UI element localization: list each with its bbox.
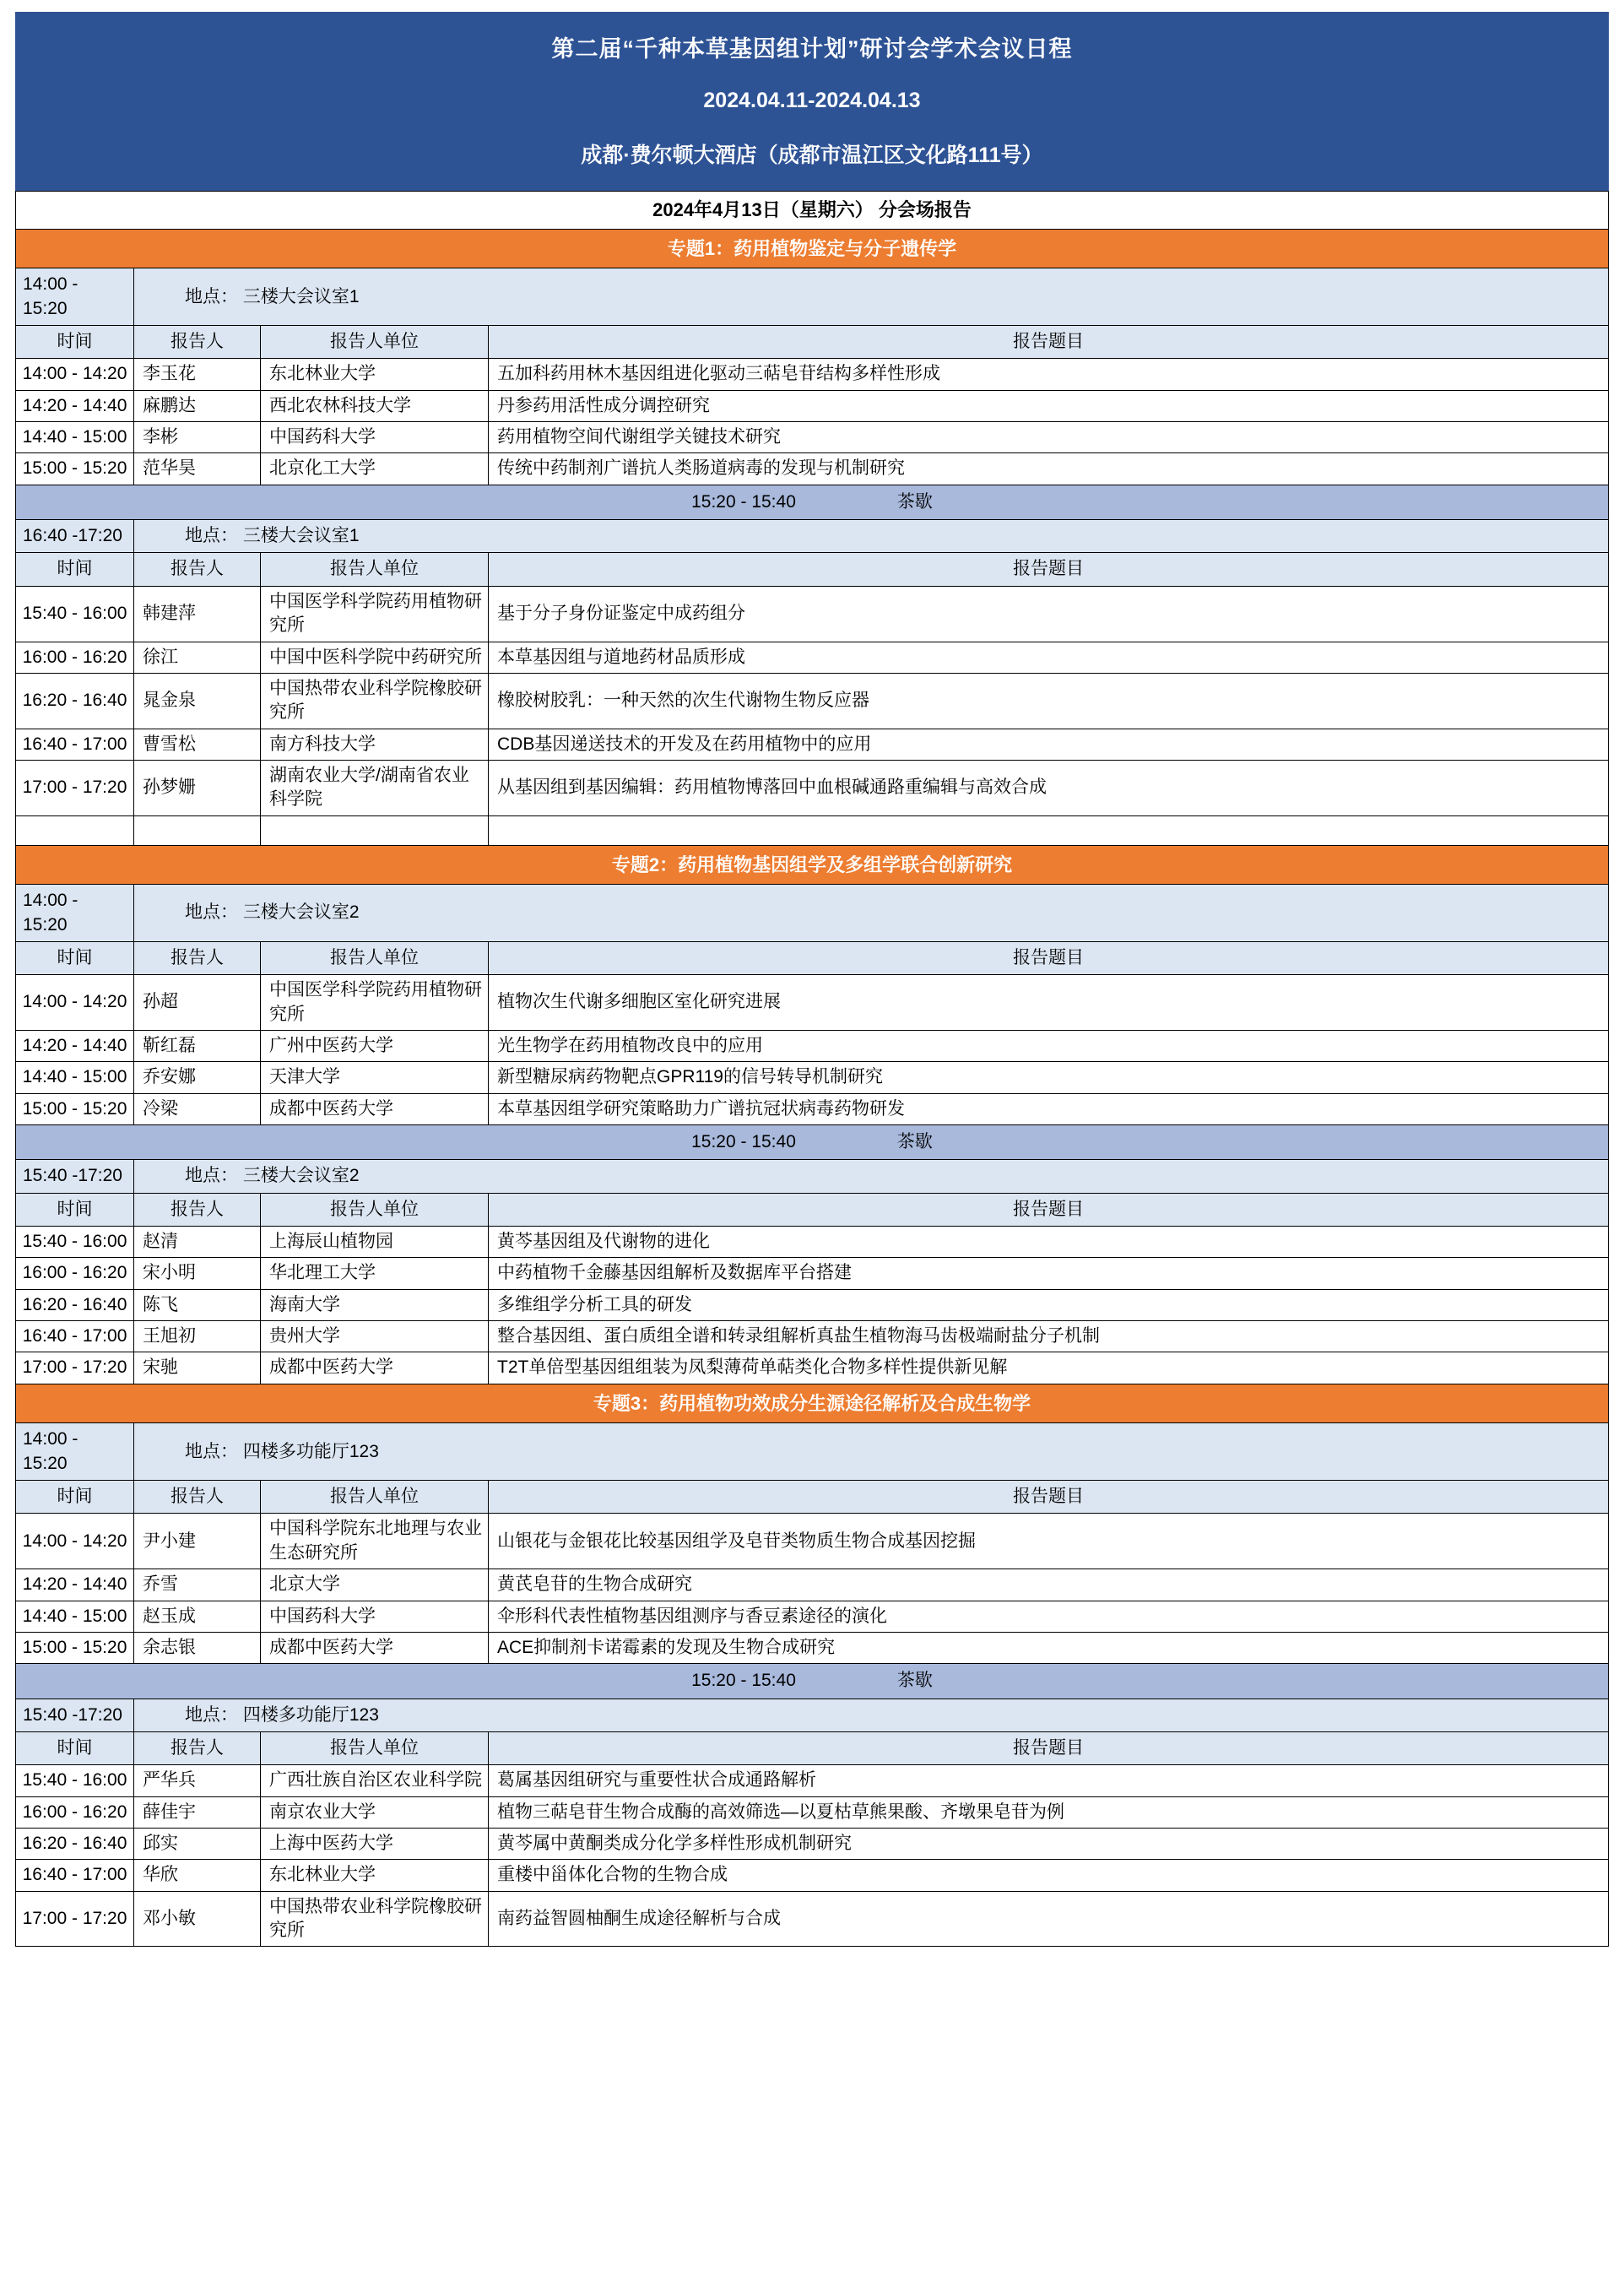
column-header-title: 报告题目 [489,1731,1609,1764]
session-bar-row [16,1160,1609,1193]
talk-affiliation: 海南大学 [261,1289,489,1320]
talk-title: 伞形科代表性植物基因组测序与香豆素途径的演化 [489,1601,1609,1632]
talk-affiliation: 湖南农业大学/湖南省农业科学院 [261,760,489,815]
topic-title: 专题2：药用植物基因组学及多组学联合创新研究 [16,845,1609,885]
schedule-table [15,191,1609,1947]
talk-speaker: 曹雪松 [134,729,261,760]
table-row [16,1030,1609,1061]
table-row [16,1601,1609,1632]
table-row [16,1258,1609,1289]
talk-speaker: 赵清 [134,1227,261,1258]
talk-title: 黄芩基因组及代谢物的进化 [489,1227,1609,1258]
talk-affiliation: 华北理工大学 [261,1258,489,1289]
talk-affiliation: 西北农林科技大学 [261,390,489,421]
talk-affiliation: 上海中医药大学 [261,1828,489,1859]
column-header-affiliation: 报告人单位 [261,1731,489,1764]
table-row [16,1569,1609,1601]
talk-time: 14:20 - 14:40 [16,1030,134,1061]
table-row [16,975,1609,1031]
table-row [16,586,1609,642]
column-header-time: 时间 [16,941,134,974]
column-header-title: 报告题目 [489,1481,1609,1514]
table-row [16,1860,1609,1891]
break-time: 15:20 - 15:40 [691,491,796,512]
column-header-speaker: 报告人 [134,1481,261,1514]
empty-cell [16,815,134,845]
talk-title: ACE抑制剂卡诺霉素的发现及生物合成研究 [489,1632,1609,1663]
talk-title: 山银花与金银花比较基因组学及皂苷类物质生物合成基因挖掘 [489,1514,1609,1569]
topic-title: 专题1：药用植物鉴定与分子遗传学 [16,229,1609,268]
session-bar-row [16,885,1609,942]
topic-bar-row [16,1384,1609,1423]
session-time-range: 15:40 -17:20 [16,1160,134,1193]
talk-affiliation: 东北林业大学 [261,359,489,390]
talk-speaker: 徐江 [134,642,261,673]
break-content [16,1664,1609,1699]
talk-time: 14:20 - 14:40 [16,390,134,421]
break-label: 茶歇 [896,491,933,512]
column-header-row [16,1193,1609,1226]
topic-title: 专题3：药用植物功效成分生源途径解析及合成生物学 [16,1384,1609,1423]
session-venue: 地点： 四楼多功能厅123 [134,1699,1609,1731]
session-bar-row [16,1699,1609,1731]
talk-time: 15:00 - 15:20 [16,453,134,485]
talk-title: 基于分子身份证鉴定中成药组分 [489,586,1609,642]
talk-affiliation: 成都中医药大学 [261,1632,489,1663]
conference-header [15,12,1609,191]
talk-time: 16:00 - 16:20 [16,642,134,673]
table-row [16,1062,1609,1093]
talk-speaker: 乔安娜 [134,1062,261,1093]
column-header-speaker: 报告人 [134,553,261,586]
talk-affiliation: 北京化工大学 [261,453,489,485]
session-time-range: 15:40 -17:20 [16,1699,134,1731]
column-header-speaker: 报告人 [134,1193,261,1226]
session-venue: 地点： 三楼大会议室2 [134,1160,1609,1193]
table-row [16,1796,1609,1828]
break-row [16,485,1609,519]
talk-speaker: 陈飞 [134,1289,261,1320]
empty-cell [261,815,489,845]
talk-speaker: 靳红磊 [134,1030,261,1061]
conference-venue: 成都·费尔顿大酒店（成都市温江区文化路111号） [581,144,1043,167]
talk-affiliation: 中国药科大学 [261,422,489,453]
table-row [16,1632,1609,1663]
talk-time: 16:40 - 17:00 [16,1860,134,1891]
talk-speaker: 晁金泉 [134,673,261,729]
session-venue: 地点： 三楼大会议室1 [134,520,1609,553]
talk-speaker: 宋驰 [134,1352,261,1384]
talk-time: 14:00 - 14:20 [16,975,134,1031]
conference-dates: 2024.04.11-2024.04.13 [703,89,921,112]
column-header-affiliation: 报告人单位 [261,553,489,586]
talk-speaker: 赵玉成 [134,1601,261,1632]
break-row [16,1664,1609,1699]
talk-affiliation: 中国医学科学院药用植物研究所 [261,975,489,1031]
talk-time: 14:40 - 15:00 [16,1062,134,1093]
talk-title: 多维组学分析工具的研发 [489,1289,1609,1320]
talk-time: 15:40 - 16:00 [16,1765,134,1796]
talk-time: 17:00 - 17:20 [16,760,134,815]
talk-title: 本草基因组与道地药材品质形成 [489,642,1609,673]
talk-speaker: 尹小建 [134,1514,261,1569]
session-bar-row [16,268,1609,326]
talk-affiliation: 南京农业大学 [261,1796,489,1828]
talk-time: 16:40 - 17:00 [16,1321,134,1352]
table-row [16,1321,1609,1352]
table-row [16,1828,1609,1859]
talk-affiliation: 上海辰山植物园 [261,1227,489,1258]
column-header-row [16,326,1609,359]
table-row [16,1765,1609,1796]
column-header-time: 时间 [16,1481,134,1514]
session-bar-row [16,520,1609,553]
talk-title: 从基因组到基因编辑：药用植物博落回中血根碱通路重编辑与高效合成 [489,760,1609,815]
column-header-time: 时间 [16,1193,134,1226]
break-time: 15:20 - 15:40 [691,1132,796,1151]
talk-speaker: 李玉花 [134,359,261,390]
session-venue: 地点： 三楼大会议室1 [134,268,1609,326]
talk-title: 本草基因组学研究策略助力广谱抗冠状病毒药物研发 [489,1093,1609,1124]
talk-time: 14:00 - 14:20 [16,1514,134,1569]
talk-title: 中药植物千金藤基因组解析及数据库平台搭建 [489,1258,1609,1289]
talk-speaker: 邱实 [134,1828,261,1859]
talk-affiliation: 中国药科大学 [261,1601,489,1632]
talk-speaker: 邓小敏 [134,1891,261,1947]
column-header-title: 报告题目 [489,553,1609,586]
column-header-title: 报告题目 [489,941,1609,974]
talk-affiliation: 成都中医药大学 [261,1352,489,1384]
talk-speaker: 余志银 [134,1632,261,1663]
talk-time: 17:00 - 17:20 [16,1352,134,1384]
talk-speaker: 王旭初 [134,1321,261,1352]
talk-time: 17:00 - 17:20 [16,1891,134,1947]
column-header-speaker: 报告人 [134,326,261,359]
talk-title: 南药益智圆柚酮生成途径解析与合成 [489,1891,1609,1947]
talk-affiliation: 中国中医科学院中药研究所 [261,642,489,673]
topic-bar-row [16,229,1609,268]
talk-title: 重楼中甾体化合物的生物合成 [489,1860,1609,1891]
talk-speaker: 李彬 [134,422,261,453]
talk-title: 药用植物空间代谢组学关键技术研究 [489,422,1609,453]
talk-affiliation: 贵州大学 [261,1321,489,1352]
session-bar-row [16,1423,1609,1481]
talk-title: CDB基因递送技术的开发及在药用植物中的应用 [489,729,1609,760]
talk-time: 14:00 - 14:20 [16,359,134,390]
break-row [16,1125,1609,1160]
talk-affiliation: 东北林业大学 [261,1860,489,1891]
talk-time: 15:40 - 16:00 [16,586,134,642]
table-row [16,673,1609,729]
talk-affiliation: 中国医学科学院药用植物研究所 [261,586,489,642]
column-header-time: 时间 [16,553,134,586]
session-time-range: 14:00 - 15:20 [16,268,134,326]
day-bar-row [16,192,1609,230]
talk-speaker: 冷梁 [134,1093,261,1124]
column-header-speaker: 报告人 [134,941,261,974]
day-bar-label: 2024年4月13日（星期六） 分会场报告 [16,192,1609,230]
talk-affiliation: 天津大学 [261,1062,489,1093]
talk-speaker: 范华昊 [134,453,261,485]
talk-affiliation: 中国科学院东北地理与农业生态研究所 [261,1514,489,1569]
talk-time: 15:00 - 15:20 [16,1093,134,1124]
talk-speaker: 薛佳宇 [134,1796,261,1828]
table-row [16,1289,1609,1320]
talk-affiliation: 北京大学 [261,1569,489,1601]
table-row [16,1891,1609,1947]
empty-cell [134,815,261,845]
talk-title: 传统中药制剂广谱抗人类肠道病毒的发现与机制研究 [489,453,1609,485]
table-row [16,729,1609,760]
table-row [16,453,1609,485]
table-row [16,390,1609,421]
talk-title: 橡胶树胶乳：一种天然的次生代谢物生物反应器 [489,673,1609,729]
table-row [16,1352,1609,1384]
talk-title: 黄芩属中黄酮类成分化学多样性形成机制研究 [489,1828,1609,1859]
column-header-time: 时间 [16,1731,134,1764]
column-header-title: 报告题目 [489,1193,1609,1226]
talk-time: 16:20 - 16:40 [16,1289,134,1320]
talk-title: 光生物学在药用植物改良中的应用 [489,1030,1609,1061]
break-time: 15:20 - 15:40 [691,1671,796,1691]
talk-affiliation: 中国热带农业科学院橡胶研究所 [261,1891,489,1947]
column-header-row [16,553,1609,586]
empty-row [16,815,1609,845]
break-label: 茶歇 [896,1132,933,1151]
table-row [16,359,1609,390]
talk-time: 16:20 - 16:40 [16,1828,134,1859]
talk-time: 16:00 - 16:20 [16,1796,134,1828]
column-header-title: 报告题目 [489,326,1609,359]
session-venue: 地点： 四楼多功能厅123 [134,1423,1609,1481]
talk-title: T2T单倍型基因组组装为凤梨薄荷单萜类化合物多样性提供新见解 [489,1352,1609,1384]
talk-speaker: 韩建萍 [134,586,261,642]
column-header-time: 时间 [16,326,134,359]
table-row [16,422,1609,453]
talk-time: 14:20 - 14:40 [16,1569,134,1601]
table-row [16,760,1609,815]
talk-speaker: 华欣 [134,1860,261,1891]
session-time-range: 14:00 - 15:20 [16,1423,134,1481]
talk-time: 16:00 - 16:20 [16,1258,134,1289]
talk-time: 14:40 - 15:00 [16,1601,134,1632]
column-header-row [16,1481,1609,1514]
talk-affiliation: 广州中医药大学 [261,1030,489,1061]
session-time-range: 16:40 -17:20 [16,520,134,553]
talk-title: 整合基因组、蛋白质组全谱和转录组解析真盐生植物海马齿极端耐盐分子机制 [489,1321,1609,1352]
talk-title: 黄芪皂苷的生物合成研究 [489,1569,1609,1601]
talk-time: 16:20 - 16:40 [16,673,134,729]
topic-bar-row [16,845,1609,885]
session-time-range: 14:00 - 15:20 [16,885,134,942]
talk-time: 14:40 - 15:00 [16,422,134,453]
talk-speaker: 孙梦姗 [134,760,261,815]
column-header-row [16,1731,1609,1764]
talk-title: 植物次生代谢多细胞区室化研究进展 [489,975,1609,1031]
talk-affiliation: 中国热带农业科学院橡胶研究所 [261,673,489,729]
column-header-affiliation: 报告人单位 [261,941,489,974]
talk-time: 15:00 - 15:20 [16,1632,134,1663]
table-row [16,642,1609,673]
talk-time: 16:40 - 17:00 [16,729,134,760]
empty-cell [489,815,1609,845]
column-header-affiliation: 报告人单位 [261,1193,489,1226]
talk-title: 丹参药用活性成分调控研究 [489,390,1609,421]
break-content [16,1125,1609,1160]
column-header-row [16,941,1609,974]
talk-affiliation: 成都中医药大学 [261,1093,489,1124]
column-header-affiliation: 报告人单位 [261,1481,489,1514]
column-header-speaker: 报告人 [134,1731,261,1764]
talk-affiliation: 广西壮族自治区农业科学院 [261,1765,489,1796]
talk-speaker: 乔雪 [134,1569,261,1601]
talk-speaker: 麻鹏达 [134,390,261,421]
column-header-affiliation: 报告人单位 [261,326,489,359]
talk-speaker: 宋小明 [134,1258,261,1289]
table-row [16,1514,1609,1569]
talk-affiliation: 南方科技大学 [261,729,489,760]
talk-title: 植物三萜皂苷生物合成酶的高效筛选—以夏枯草熊果酸、齐墩果皂苷为例 [489,1796,1609,1828]
break-content [16,485,1609,519]
talk-time: 15:40 - 16:00 [16,1227,134,1258]
table-row [16,1093,1609,1124]
table-row [16,1227,1609,1258]
talk-title: 五加科药用林木基因组进化驱动三萜皂苷结构多样性形成 [489,359,1609,390]
conference-title: 第二届“千种本草基因组计划”研讨会学术会议日程 [551,36,1073,62]
talk-speaker: 孙超 [134,975,261,1031]
break-label: 茶歇 [896,1671,933,1691]
talk-title: 新型糖尿病药物靶点GPR119的信号转导机制研究 [489,1062,1609,1093]
session-venue: 地点： 三楼大会议室2 [134,885,1609,942]
talk-title: 葛属基因组研究与重要性状合成通路解析 [489,1765,1609,1796]
talk-speaker: 严华兵 [134,1765,261,1796]
